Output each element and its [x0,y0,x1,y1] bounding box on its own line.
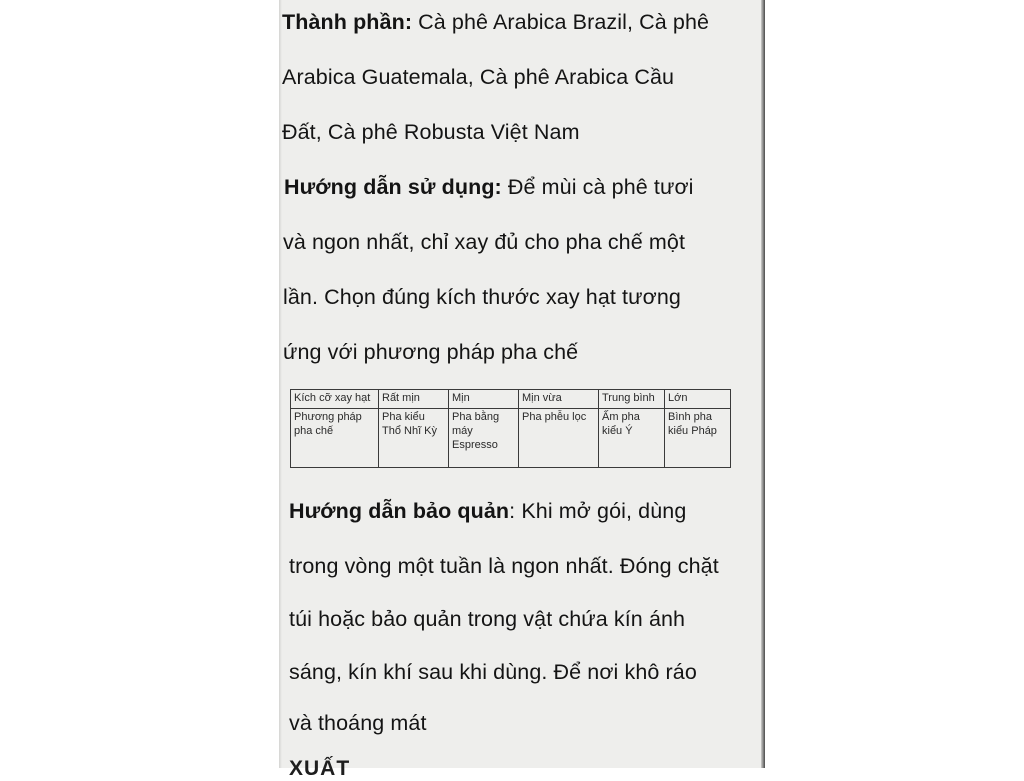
grind-table-cell: Pha phễu lọc [519,409,599,468]
usage-line-1 [284,174,694,200]
grind-size-table [290,389,731,468]
cutoff-heading: XUẤT [289,757,351,780]
storage-text-1: : Khi mở gói, dùng [509,499,687,523]
grind-table-header-cell: Mịn [449,390,519,409]
ingredients-heading: Thành phần: [282,10,413,34]
storage-heading: Hướng dẫn bảo quản [289,499,510,523]
usage-line-3: lần. Chọn đúng kích thước xay hạt tương [283,285,681,309]
usage-line-2: và ngon nhất, chỉ xay đủ cho pha chế một [283,230,686,254]
grind-table-header-row [291,390,731,409]
grind-table-header-cell: Rất mịn [379,390,449,409]
usage-text-1: Để mùi cà phê tươi [501,175,694,199]
storage-line-2: trong vòng một tuần là ngon nhất. Đóng chặt [289,554,719,578]
grind-table-header-cell: Kích cỡ xay hạt [291,390,379,409]
product-label [279,0,765,780]
ingredients-text-1: Cà phê Arabica Brazil, Cà phê [412,10,710,34]
grind-table-method-row [291,409,731,468]
storage-line-5: và thoáng mát [289,711,427,735]
grind-table-header-cell: Lớn [665,390,731,409]
storage-line-3: túi hoặc bảo quản trong vật chứa kín ánh [289,607,686,631]
usage-heading: Hướng dẫn sử dụng: [284,175,502,199]
usage-line-4: ứng với phương pháp pha chế [283,340,579,364]
ingredients-line-2: Arabica Guatemala, Cà phê Arabica Cầu [282,65,675,89]
ingredients-line-3: Đất, Cà phê Robusta Việt Nam [282,120,580,144]
storage-line-1 [289,498,686,524]
grind-table-header-cell: Mịn vừa [519,390,599,409]
grind-table-cell: Pha kiểu Thổ Nhĩ Kỳ [379,409,449,468]
grind-table-cell: Pha bằng máy Espresso [449,409,519,468]
storage-line-4: sáng, kín khí sau khi dùng. Để nơi khô ráo [289,660,697,684]
grind-table-cell: Phương pháp pha chế [291,409,379,468]
ingredients-line-1 [282,9,709,35]
grind-table-cell: Bình pha kiểu Pháp [665,409,731,468]
grind-table-header-cell: Trung bình [599,390,665,409]
grind-table-cell: Ấm pha kiểu Ý [599,409,665,468]
